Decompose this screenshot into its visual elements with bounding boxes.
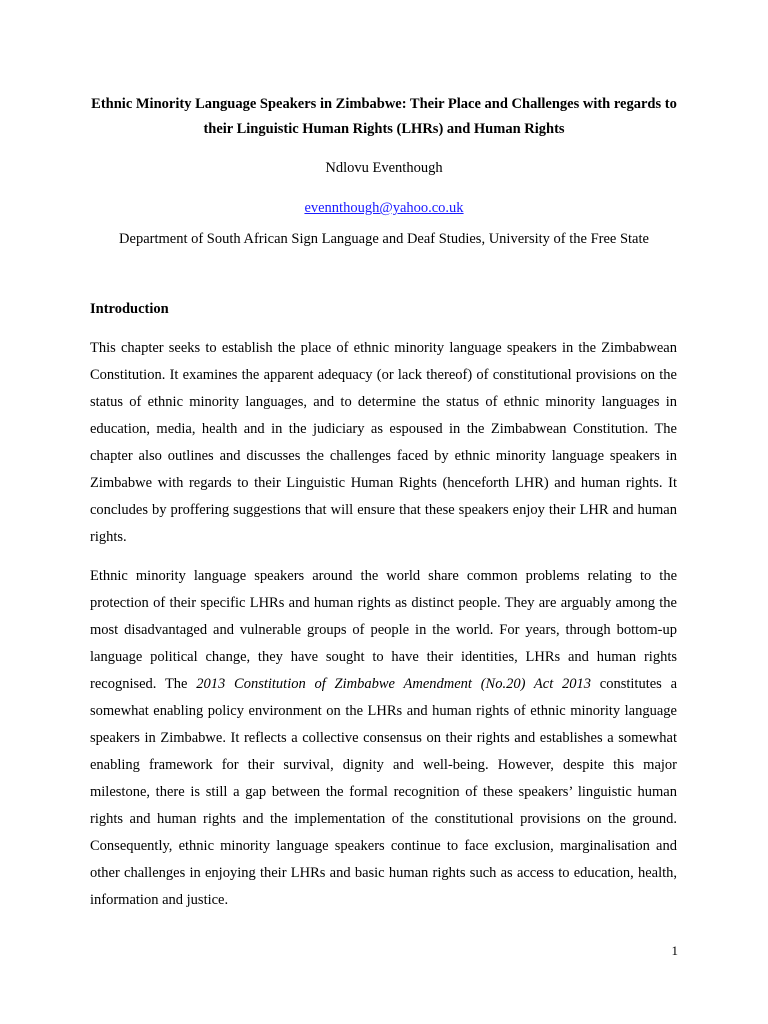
paragraph-2-text-b: constitutes a somewhat enabling policy environment on the LHRs and human rights of ethnic minority language speakers in Zimbabwe. It reflects a collective consensus on their rights and establishes a somewhat enabling framework for their survival, dignity and well-being. However, despite this major milestone, there is still a gap between the formal recognition of these speakers’ linguistic human rights and human rights and the implementation of the constitutional provisions on the ground. Consequently, ethnic minority language speakers continue to face exclusion, marginalisation and other challenges in enjoying their LHRs and basic human rights such as access to education, health, information and justice. [90, 676, 678, 908]
page-number: 1 [671, 943, 678, 958]
paragraph-2 [90, 563, 677, 914]
paragraph-2-text-a: Ethnic minority language speakers around the world share common problems relating to the protection of their specific LHRs and human rights as distinct people. They are arguably among the most disadvantaged and vulnerable groups of people in the world. For years, through bottom-up language political change, they have sought to have their identities, LHRs and human rights recognised. The [90, 568, 677, 692]
section-heading: Introduction [90, 301, 169, 317]
paper-title: Ethnic Minority Language Speakers in Zimbabwe: Their Place and Challenges with regards to their Linguistic Human Rights (LHRs) and Human Rights [91, 96, 677, 137]
author-email-line [0, 198, 768, 218]
author-affiliation: Department of South African Sign Language and Deaf Studies, University of the Free State [119, 231, 649, 247]
author-email-link[interactable]: evennthough@yahoo.co.uk [304, 200, 464, 216]
paragraph-1: This chapter seeks to establish the place of ethnic minority language speakers in the Zimbabwean Constitution. It examines the apparent adequacy (or lack thereof) of constitutional provisions on the status of ethnic minority languages, and to determine the status of ethnic minority languages in education, media, health and in the judiciary as espoused in the Zimbabwean Constitution. The chapter also outlines and discusses the challenges faced by ethnic minority language speakers in Zimbabwe with regards to their Linguistic Human Rights (henceforth LHR) and human rights. It concludes by proffering suggestions that will ensure that these speakers enjoy their LHR and human rights. [90, 340, 677, 545]
paragraph-2-act-title: 2013 Constitution of Zimbabwe Amendment (No.20) Act 2013 [196, 676, 592, 692]
author-name: Ndlovu Eventhough [325, 160, 443, 176]
